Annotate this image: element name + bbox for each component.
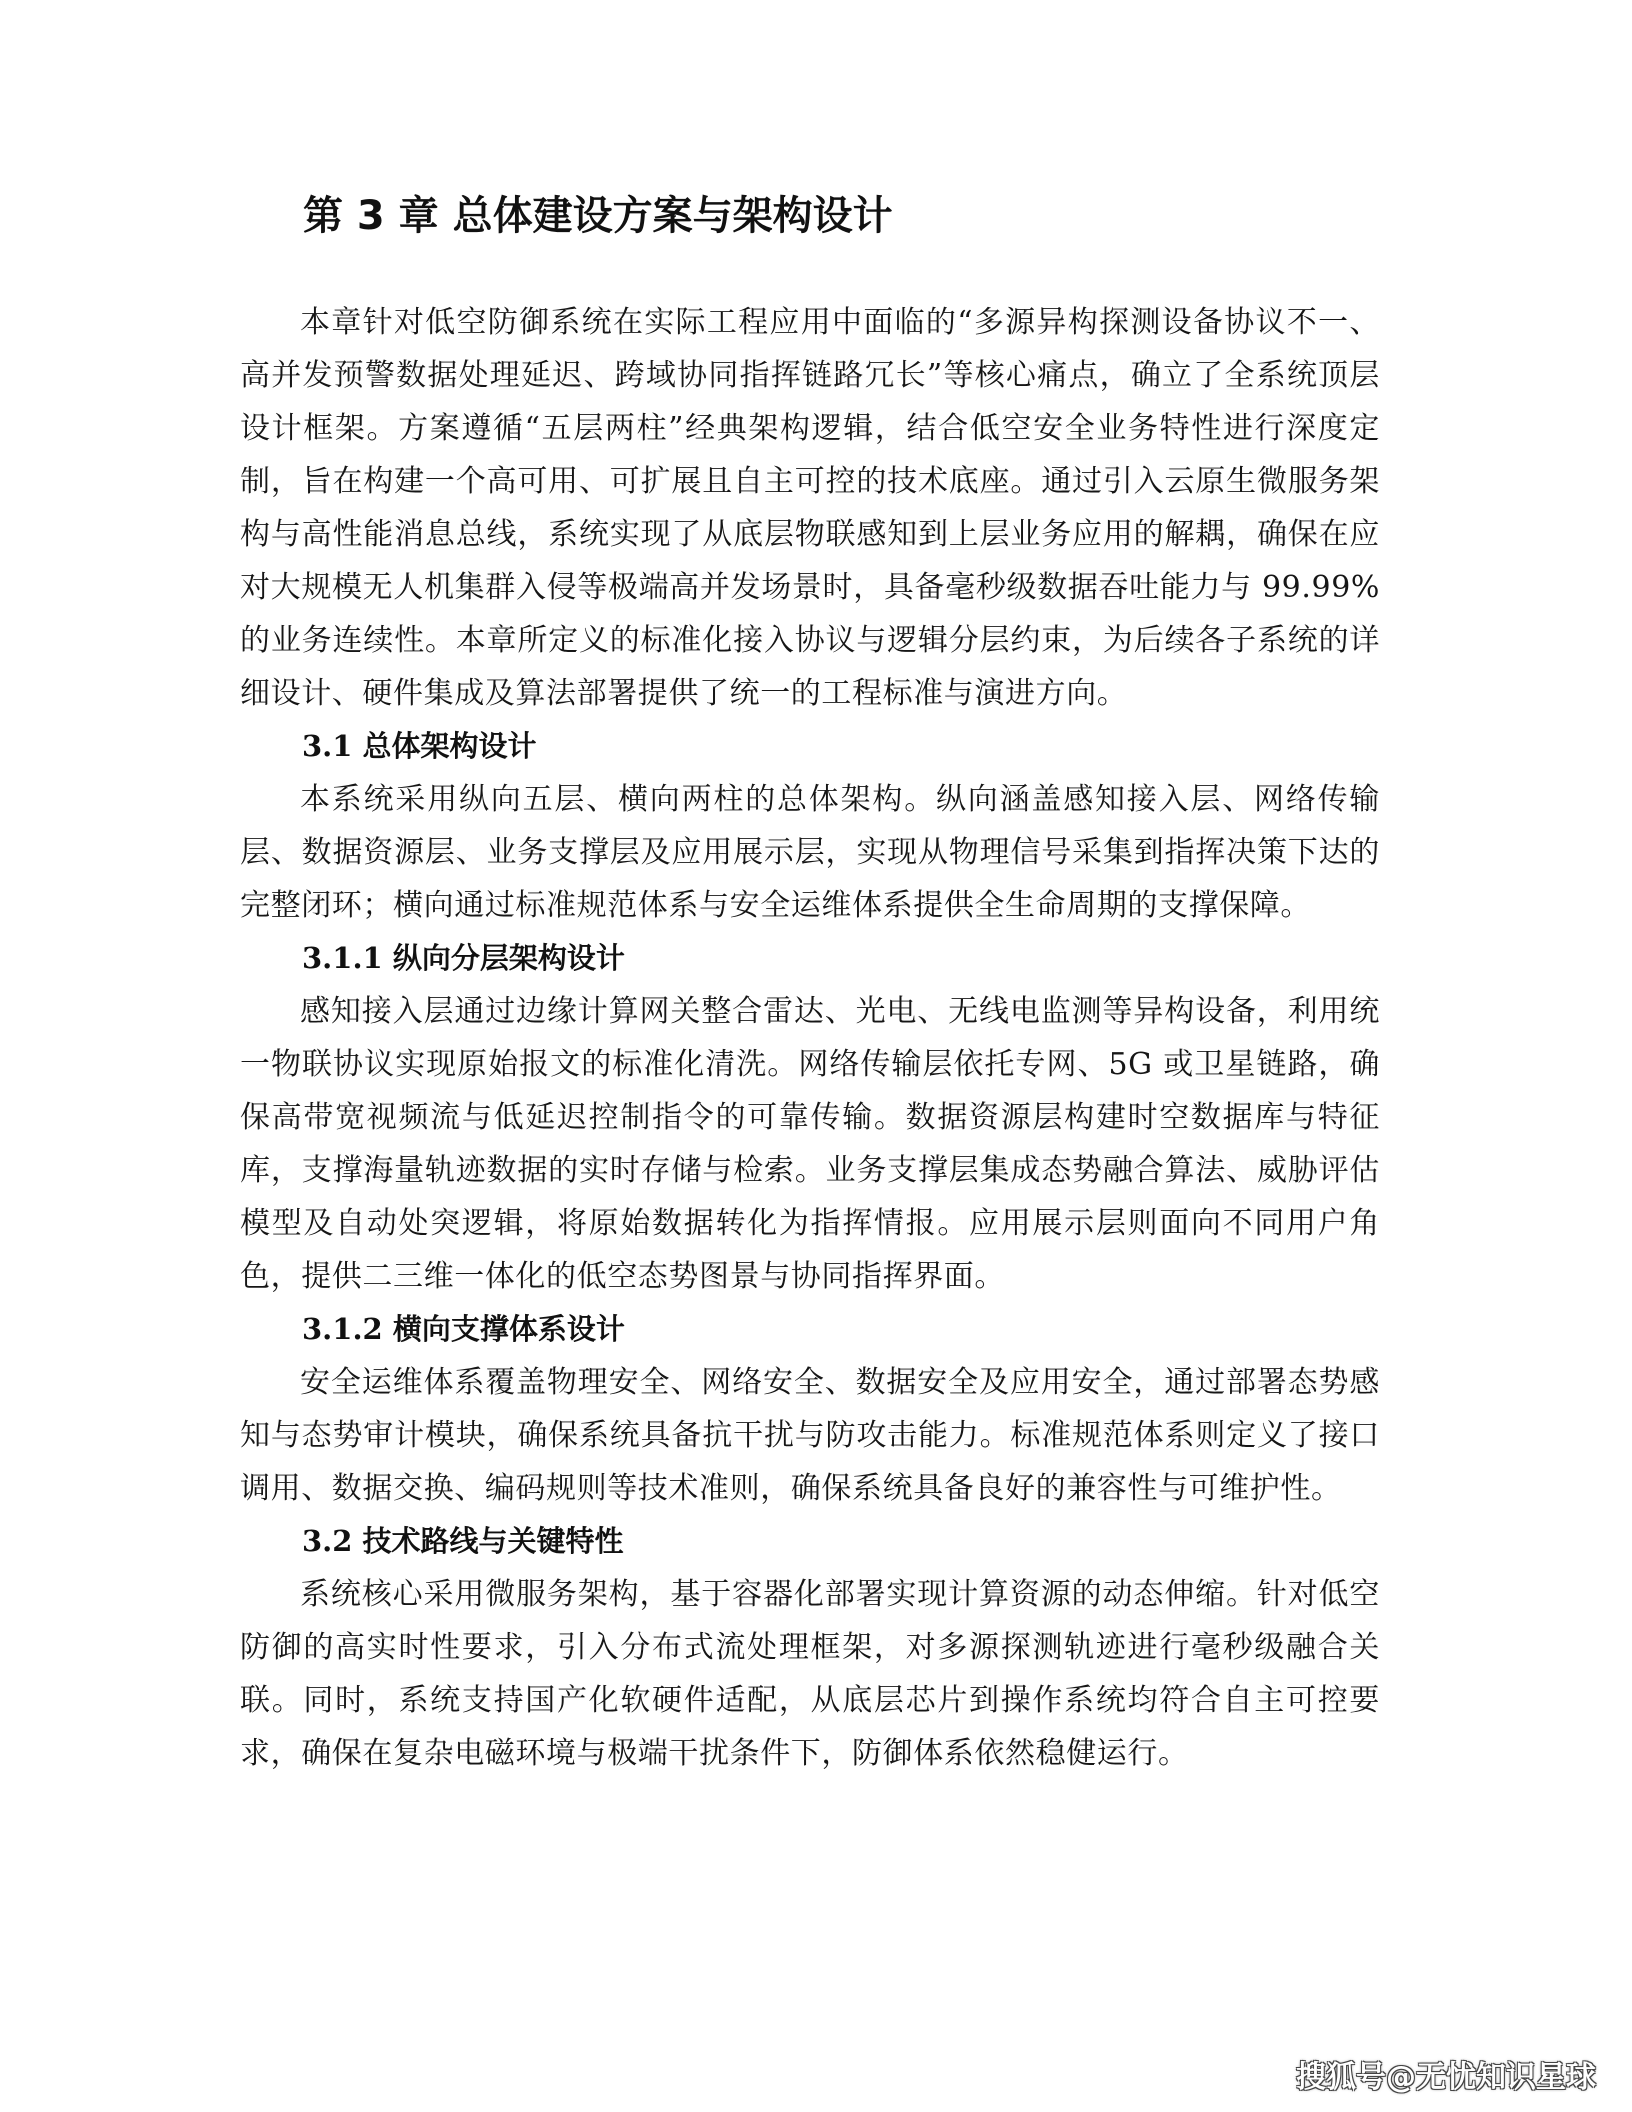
paragraph-3-1-2: 安全运维体系覆盖物理安全、网络安全、数据安全及应用安全，通过部署态势感知与态势审计模块，确保系统具备抗干扰与防攻击能力。标准规范体系则定义了接口调用、数据交换、编码规则等技术准则，确保系统具备良好的兼容性与可维护性。 (240, 1365, 1380, 1506)
section-heading-3-1-1: 3.1.1 纵向分层架构设计 (302, 941, 625, 975)
paragraph-3-2: 系统核心采用微服务架构，基于容器化部署实现计算资源的动态伸缩。针对低空防御的高实时性要求，引入分布式流处理框架，对多源探测轨迹进行毫秒级融合关联。同时，系统支持国产化软硬件适配，从底层芯片到操作系统均符合自主可控要求，确保在复杂电磁环境与极端干扰条件下，防御体系依然稳健运行。 (240, 1577, 1380, 1771)
section-heading-3-1: 3.1 总体架构设计 (302, 729, 537, 763)
intro-paragraph: 本章针对低空防御系统在实际工程应用中面临的“多源异构探测设备协议不一、高并发预警数据处理延迟、跨域协同指挥链路冗长”等核心痛点，确立了全系统顶层设计框架。方案遵循“五层两柱”经典架构逻辑，结合低空安全业务特性进行深度定制，旨在构建一个高可用、可扩展且自主可控的技术底座。通过引入云原生微服务架构与高性能消息总线，系统实现了从底层物联感知到上层业务应用的解耦，确保在应对大规模无人机集群入侵等极端高并发场景时，具备毫秒级数据吞吐能力与 99.99%的业务连续性。本章所定义的标准化接入协议与逻辑分层约束，为后续各子系统的详细设计、硬件集成及算法部署提供了统一的工程标准与演进方向。 (240, 305, 1380, 711)
watermark: 搜狐号@无忧知识星球 (1296, 2060, 1596, 2095)
paragraph-3-1-1: 感知接入层通过边缘计算网关整合雷达、光电、无线电监测等异构设备，利用统一物联协议实现原始报文的标准化清洗。网络传输层依托专网、5G 或卫星链路，确保高带宽视频流与低延迟控制指令的可靠传输。数据资源层构建时空数据库与特征库，支撑海量轨迹数据的实时存储与检索。业务支撑层集成态势融合算法、威胁评估模型及自动处突逻辑，将原始数据转化为指挥情报。应用展示层则面向不同用户角色，提供二三维一体化的低空态势图景与协同指挥界面。 (240, 994, 1380, 1294)
chapter-title: 第 3 章 总体建设方案与架构设计 (303, 193, 893, 239)
paragraph-3-1: 本系统采用纵向五层、横向两柱的总体架构。纵向涵盖感知接入层、网络传输层、数据资源层、业务支撑层及应用展示层，实现从物理信号采集到指挥决策下达的完整闭环；横向通过标准规范体系与安全运维体系提供全生命周期的支撑保障。 (240, 782, 1380, 923)
section-heading-3-2: 3.2 技术路线与关键特性 (302, 1524, 624, 1558)
document-body (240, 296, 1380, 1780)
section-heading-3-1-2: 3.1.2 横向支撑体系设计 (302, 1312, 625, 1346)
